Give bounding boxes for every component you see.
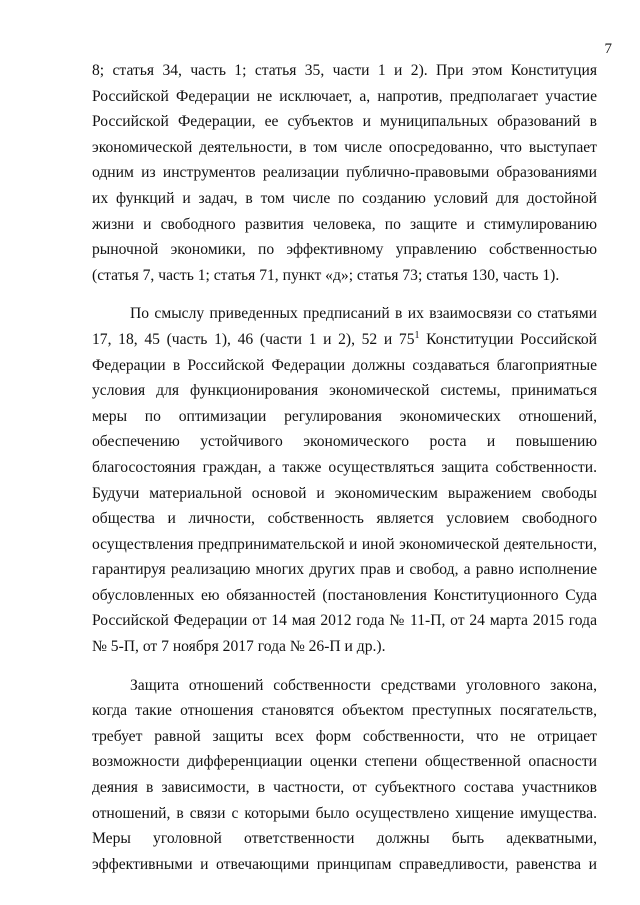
superscript: 1 [414, 329, 420, 341]
paragraph-3 [92, 673, 597, 878]
text-line: 8; статья 34, часть 1; статья 35, части 1 и 2). При этом Конституция [92, 62, 597, 79]
text-line: экономической деятельности, в том числе опосредованно, что выступает [92, 138, 597, 156]
page-number: 7 [604, 41, 612, 57]
text-fragment: 17, 18, 45 (часть 1), 46 (части 1 и 2), 52 и 75 [92, 330, 415, 348]
text-line: Российской Федерации, ее субъектов и муниципальных образований в [92, 113, 597, 131]
text-line: их функций и задач, в том числе по созданию условий для достойной [92, 189, 597, 207]
text-line: общества и личности, собственность является условием свободного [92, 510, 597, 528]
text-line: рыночной экономики, по эффективному управлению собственностью [92, 241, 597, 259]
text-line: Российской Федерации не исключает, а, напротив, предполагает участие [92, 87, 597, 105]
paragraph-2 [92, 301, 597, 659]
text-line: благосостояния граждан, а также осуществляться защита собственности. [92, 458, 597, 476]
text-line: По смыслу приведенных предписаний в их взаимосвязи со статьями [130, 305, 597, 323]
text-line: осуществления предпринимательской и иной экономической деятельности, [92, 535, 597, 553]
text-line: когда такие отношения становятся объектом преступных посягательств, [92, 702, 597, 720]
text-fragment: Конституции Российской [419, 330, 597, 348]
text-line: обеспечению устойчивого экономического роста и повышению [92, 433, 597, 451]
text-line: Федерации в Российской Федерации должны создаваться благоприятные [92, 356, 597, 374]
text-line: требует равной защиты всех форм собственности, что не отрицает [92, 727, 597, 745]
text-line: условия для функционирования экономической системы, приниматься [92, 382, 597, 400]
text-line: (статья 7, часть 1; статья 71, пункт «д»; статья 73; статья 130, часть 1). [92, 266, 560, 284]
text-line: возможности дифференциации оценки степени общественной опасности [92, 753, 597, 771]
text-line: Меры уголовной ответственности должны быть адекватными, [92, 830, 597, 848]
text-line: Будучи материальной основой и экономическим выражением свободы [92, 484, 597, 502]
text-line: Защита отношений собственности средствами уголовного закона, [130, 676, 597, 694]
text-line: эффективными и отвечающими принципам справедливости, равенства и [92, 855, 597, 873]
text-line-with-superscript [92, 327, 597, 353]
text-line: гарантируя реализацию многих других прав и свобод, а равно исполнение [92, 561, 597, 579]
text-line: деяния в зависимости, в частности, от субъектного состава участников [92, 779, 597, 797]
text-line: отношений, в связи с которыми было осуществлено хищение имущества. [92, 804, 597, 822]
text-line: обусловленных ею обязанностей (постановления Конституционного Суда [92, 586, 597, 604]
paragraph-1 [92, 58, 597, 288]
document-body [92, 58, 597, 890]
text-line: № 5-П, от 7 ноября 2017 года № 26-П и др.). [92, 638, 386, 656]
text-line: одним из инструментов реализации публично-правовыми образованиями [92, 164, 597, 182]
text-line: меры по оптимизации регулирования экономических отношений, [92, 407, 597, 425]
text-line: жизни и свободного развития человека, по защите и стимулированию [92, 215, 597, 233]
text-line: Российской Федерации от 14 мая 2012 года № 11-П, от 24 марта 2015 года [92, 612, 597, 630]
